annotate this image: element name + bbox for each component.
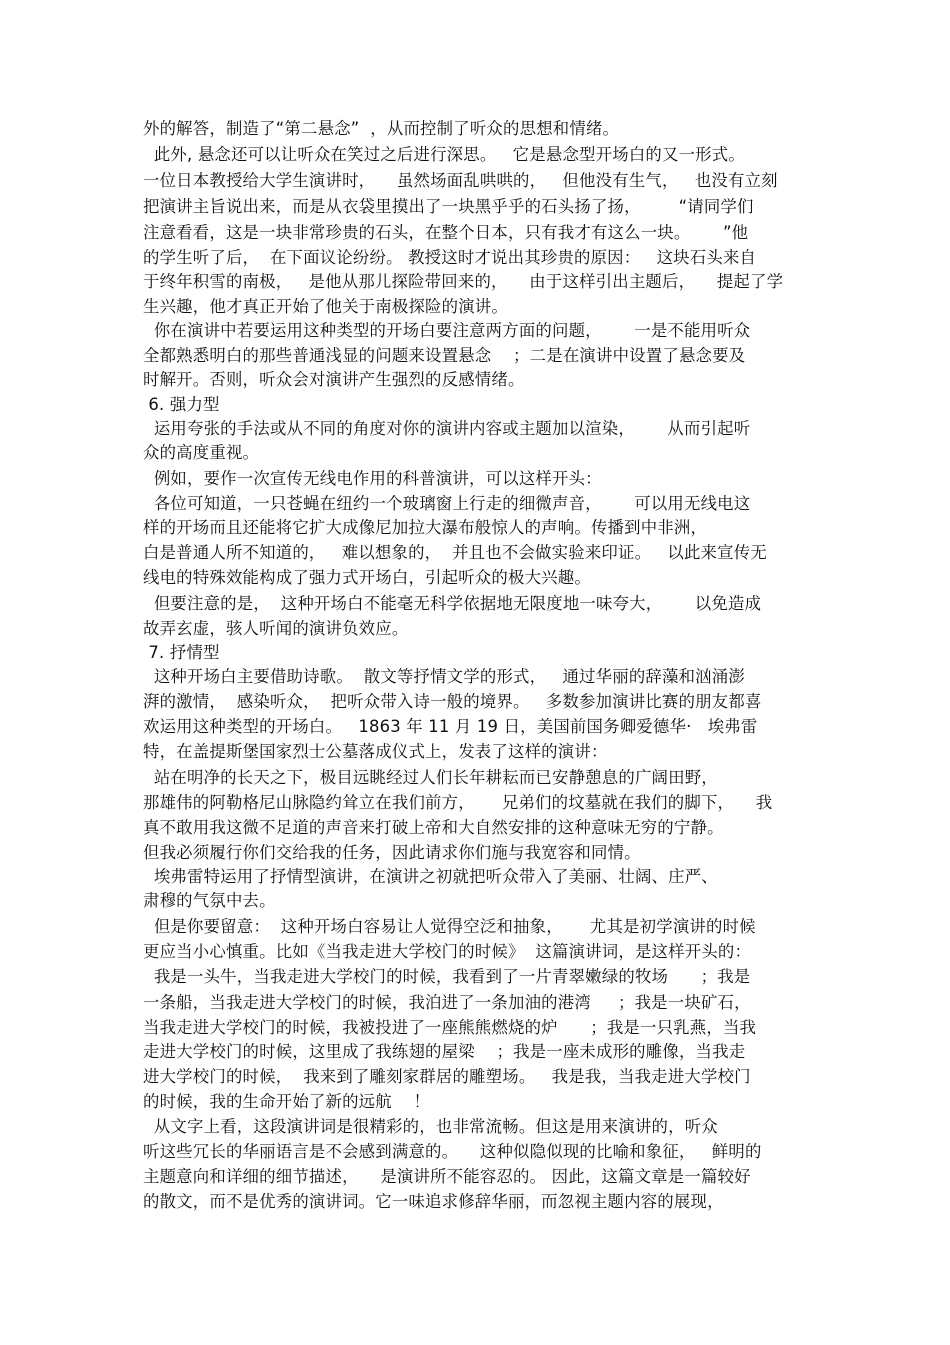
- text-line: 站在明净的长天之下，极目远眺经过人们长年耕耘而已安静憩息的广阔田野，: [143, 768, 718, 787]
- text-line: 但我必须履行你们交给我的任务，因此请求你们施与我宽容和同情。: [143, 843, 641, 862]
- text-line: 真不敢用我这微不足道的声音来打破上帝和大自然安排的这种意味无穷的宁静。: [143, 818, 724, 837]
- text-line: 但要注意的是， 这种开场白不能毫无科学依据地无限度地一味夸大， 以免造成: [143, 594, 762, 613]
- text-line: 听这些冗长的华丽语言是不会感到满意的。 这种似隐似现的比喻和象征， 鲜明的: [143, 1142, 762, 1161]
- text-line: 的时候，我的生命开始了新的远航 ！: [143, 1092, 431, 1111]
- text-line: 一位日本教授给大学生演讲时， 虽然场面乱哄哄的， 但他没有生气， 也没有立刻: [143, 171, 778, 190]
- text-line: 从文字上看，这段演讲词是很精彩的，也非常流畅。但这是用来演讲的，听众: [143, 1117, 718, 1136]
- text-line: 特，在盖提斯堡国家烈士公墓落成仪式上，发表了这样的演讲：: [143, 742, 608, 761]
- text-line: 例如，要作一次宣传无线电作用的科普演讲，可以这样开头：: [143, 469, 602, 488]
- text-line: 但是你要留意： 这种开场白容易让人觉得空泛和抽象， 尤其是初学演讲的时候: [143, 917, 756, 936]
- text-line: 时解开。否则，听众会对演讲产生强烈的反感情绪。: [143, 370, 525, 389]
- section-heading: 7. 抒情型: [143, 643, 220, 662]
- text-line: 样的开场而且还能将它扩大成像尼加拉大瀑布般惊人的声响。传播到中非洲，: [143, 518, 708, 537]
- text-line: 欢运用这种类型的开场白。 1863 年 11 月 19 日，美国前国务卿爱德华· 埃弗雷: [143, 717, 758, 736]
- text-line: 肃穆的气氛中去。: [143, 891, 276, 910]
- text-line: 一条船，当我走进大学校门的时候，我泊进了一条加油的港湾 ；我是一块矿石，: [143, 993, 751, 1012]
- text-line: 埃弗雷特运用了抒情型演讲，在演讲之初就把听众带入了美丽、壮阔、庄严、: [143, 867, 718, 886]
- text-line: 这种开场白主要借助诗歌。 散文等抒情文学的形式， 通过华丽的辞藻和汹涌澎: [143, 667, 745, 686]
- text-line: 我是一头牛，当我走进大学校门的时候，我看到了一片青翠嫩绿的牧场 ；我是: [143, 967, 751, 986]
- text-line: 你在演讲中若要运用这种类型的开场白要注意两方面的问题， 一是不能用听众: [143, 321, 751, 340]
- text-line: 湃的激情， 感染听众， 把听众带入诗一般的境界。 多数参加演讲比赛的朋友都喜: [143, 692, 762, 711]
- text-line: 的学生听了后， 在下面议论纷纷。 教授这时才说出其珍贵的原因： 这块石头来自: [143, 248, 757, 267]
- text-line: 众的高度重视。: [143, 443, 260, 462]
- text-line: 更应当小心慎重。比如《当我走进大学校门的时候》 这篇演讲词，是这样开头的：: [143, 942, 752, 961]
- text-line: 走进大学校门的时候，这里成了我练翅的屋梁 ；我是一座未成形的雕像，当我走: [143, 1042, 746, 1061]
- text-line: 外的解答，制造了“第二悬念” ，从而控制了听众的思想和情绪。: [143, 119, 620, 138]
- text-line: 进大学校门的时候， 我来到了雕刻家群居的雕塑场。 我是我，当我走进大学校门: [143, 1067, 751, 1086]
- text-line: 当我走进大学校门的时候，我被投进了一座熊熊燃烧的炉 ；我是一只乳燕，当我: [143, 1018, 757, 1037]
- text-line: 注意看看，这是一块非常珍贵的石头，在整个日本，只有我才有这么一块。 ”他: [143, 223, 749, 242]
- text-line: 运用夸张的手法或从不同的角度对你的演讲内容或主题加以渲染， 从而引起听: [143, 419, 751, 438]
- text-line: 白是普通人所不知道的， 难以想象的， 并且也不会做实验来印证。 以此来宣传无: [143, 543, 767, 562]
- text-line: 全都熟悉明白的那些普通浅显的问题来设置悬念 ；二是在演讲中设置了悬念要及: [143, 346, 746, 365]
- section-heading: 6. 强力型: [143, 395, 220, 414]
- text-line: 主题意向和详细的细节描述， 是演讲所不能容忍的。 因此，这篇文章是一篇较好: [143, 1167, 751, 1186]
- text-line: 故弄玄虚，骇人听闻的演讲负效应。: [143, 619, 409, 638]
- text-line: 此外, 悬念还可以让听众在笑过之后进行深思。 它是悬念型开场白的又一形式。: [143, 145, 745, 164]
- text-line: 于终年积雪的南极， 是他从那儿探险带回来的， 由于这样引出主题后， 提起了学: [143, 272, 784, 291]
- text-line: 的散文，而不是优秀的演讲词。它一味追求修辞华丽，而忽视主题内容的展现，: [143, 1192, 724, 1211]
- text-line: 各位可知道，一只苍蝇在纽约一个玻璃窗上行走的细微声音， 可以用无线电这: [143, 494, 751, 513]
- text-line: 生兴趣，他才真正开始了他关于南极探险的演讲。: [143, 297, 508, 316]
- text-line: 那雄伟的阿勒格尼山脉隐约耸立在我们前方， 兄弟们的坟墓就在我们的脚下， 我: [143, 793, 773, 812]
- text-line: 把演讲主旨说出来，而是从衣袋里摸出了一块黑乎乎的石头扬了扬， “请同学们: [143, 197, 754, 216]
- text-line: 线电的特殊效能构成了强力式开场白，引起听众的极大兴趣。: [143, 568, 591, 587]
